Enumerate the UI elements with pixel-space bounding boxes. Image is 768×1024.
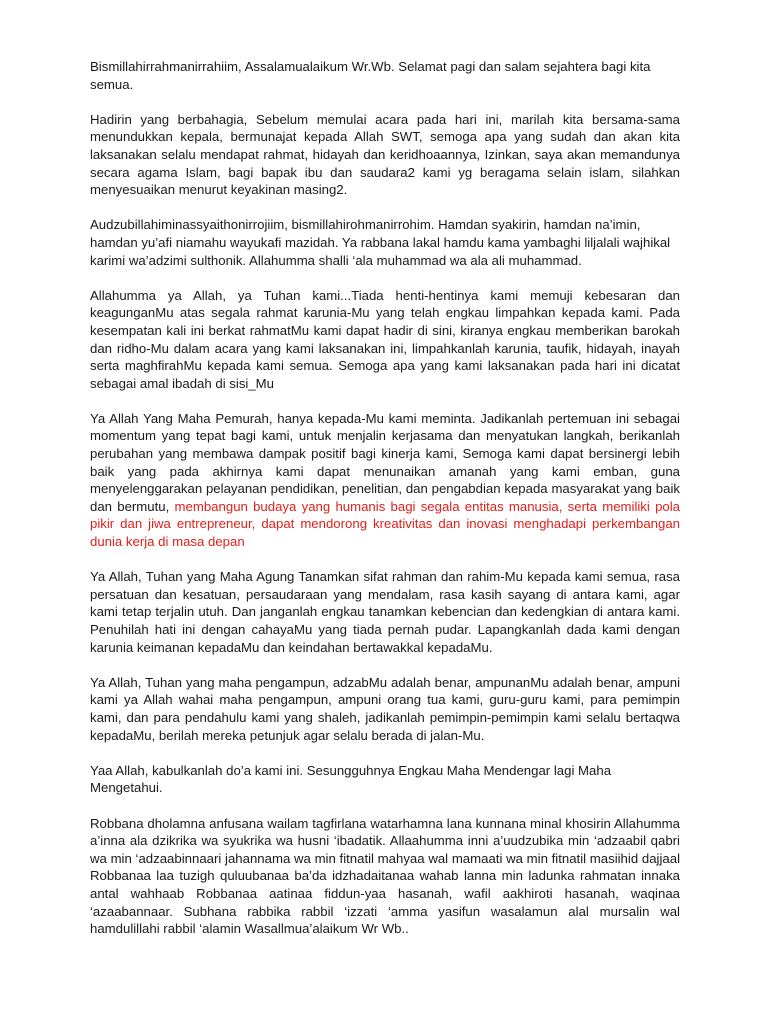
prayer-text: Allahumma ya Allah, ya Tuhan kami...Tiada henti-hentinya kami memuji kebesaran dan keagunganMu atas segala rahmat karunia-Mu yang telah engkau limpahkan kepada kami. Pada kesempatan kali ini berkat rahmatMu kami dapat hadir di sini, kiranya engkau memberikan barokah dan ridho-Mu dalam acara yang kami laksanakan ini, limpahkanlah karunia, taufik, hidayah, inayah serta maghfirahMu kepada kami semua. Semoga apa yang kami laksanakan pada hari ini dicatat sebagai amal ibadah di sisi_Mu xyxy=(90,287,680,391)
prayer-line: Sesungguhnya Engkau Maha Mendengar lagi Maha Mengetahui. xyxy=(90,762,612,796)
closing-line: Allahumma a’inna ala dzikrika wa syukrika wa husni ‘ibadatik. xyxy=(90,815,680,849)
document-page xyxy=(90,58,680,955)
prayer-text: Ya Allah Yang Maha Pemurah, hanya kepada-Mu kami meminta. Jadikanlah pertemuan ini sebagai momentum yang tepat bagi kami, untuk menjalin kerjasama dan menyatukan langkah, berikanlah perubahan yang membawa dampak positif bagi kinerja kami, Semoga kami dapat bersinergi lebih baik yang pada akhirnya kami dapat menunaikan amanah yang kami emban, guna menyelenggarakan pelayanan pendidikan, penelitian, dan pengabdian kepada masyarakat yang baik dan bermutu, xyxy=(90,410,680,514)
taawudz-paragraph xyxy=(90,216,680,269)
taawudz-line: Audzubillahiminassyaithonirrojiim, bismillahirohmanirrohim. xyxy=(90,217,435,233)
closing-line: Robbana dholamna anfusana wailam tagfirlana watarhamna lana kunnana minal khosirin xyxy=(90,815,611,831)
taawudz-line: Allahumma shalli ‘ala muhammad wa ala ali muhammad. xyxy=(249,252,582,268)
prayer-paragraph-1 xyxy=(90,287,680,393)
opening-body: Sebelum memulai acara pada hari ini, marilah kita bersama-sama menundukkan kepala, bermunajat kepada Allah SWT, semoga apa yang sudah dan akan kita laksanakan selalu mendapat rahmat, hidayah dan keridhoaannya, Izinkan, saya akan memandunya secara agama Islam, bagi bapak ibu dan saudara2 kami yg beragama selain islam, silahkan menyesuaikan menurut keyakinan masing2. xyxy=(90,111,680,198)
greeting-line: Selamat pagi dan salam sejahtera bagi kita semua. xyxy=(90,59,651,92)
prayer-text: Ya Allah, Tuhan yang Maha Agung Tanamkan sifat rahman dan rahim-Mu kepada kami semua, rasa persatuan dan kesatuan, persaudaraan yang mendalam, rasa kasih sayang di antara kami, agar kami tetap terjalin utuh. Dan janganlah engkau tanamkan kebencian dan kedengkian di antara kami. Penuhilah hati ini dengan cahayaMu yang tiada pernah pudar. Lapangkanlah dada kami dengan karunia keimanan kepadaMu dan keindahan bertawakkal kepadaMu. xyxy=(90,569,680,655)
taawudz-line: Hamdan syakirin, hamdan na’imin, hamdan yu’afi niamahu wayukafi mazidah. Ya rabbana lakal xyxy=(90,217,641,250)
prayer-paragraph-2 xyxy=(90,410,680,551)
closing-line: Subhana rabbika rabbil ‘izzati ‘amma yasifun wasalamun alal mursalin wal hamdulillahi rabbil ‘alamin xyxy=(90,903,680,937)
taawudz-line: hamdu kama yambaghi liljalali wajhikal karimi wa’adzimi sulthonik. xyxy=(90,234,671,268)
closing-line: Robbanaa laa tuzigh quluubanaa ba’da idzhadaitanaa wahab lanna min ladunka rahmatan innaka antal wahhaab Robbanaa aatinaa fiddun-yaa hasanah, wafil aakhiroti hasanah, waqinaa ‘azaabannaar. xyxy=(90,868,680,919)
prayer-text: Ya Allah, Tuhan yang maha pengampun, adzabMu adalah benar, ampunanMu adalah benar, ampuni kami ya Allah wahai maha pengampun, ampuni orang tua kami, guru-guru kami, para pemimpin kami, dan para pendahulu kami yang shaleh, jadikanlah pemimpin-pemimpin kami selalu bertaqwa kepadaMu, berilah mereka petunjuk agar selalu berada di jalan-Mu. xyxy=(90,674,680,743)
salutation: Hadirin yang berbahagia, xyxy=(90,111,248,127)
closing-prayer xyxy=(90,815,680,938)
prayer-paragraph-5 xyxy=(90,762,680,797)
prayer-line: Yaa Allah, kabulkanlah do’a kami ini. xyxy=(90,762,304,778)
greeting-line: Bismillahirrahmanirrahiim, Assalamualaikum Wr.Wb. xyxy=(90,59,395,74)
opening-paragraph xyxy=(90,111,680,199)
prayer-paragraph-3 xyxy=(90,568,680,656)
closing-line: Wasallmua’alaikum Wr Wb.. xyxy=(244,921,409,937)
closing-line: Allaahumma inni a’uudzubika min ‘adzaabil qabri wa min ‘adzaabinnaari jahannama wa min fitnatil mahyaa wal mamaati wa min fitnatil masiihid dajjaal xyxy=(90,833,680,866)
greeting xyxy=(90,58,680,93)
prayer-paragraph-4 xyxy=(90,674,680,744)
highlighted-prayer-text: membangun budaya yang humanis bagi segala entitas manusia, serta memiliki pola pikir dan jiwa entrepreneur, dapat mendorong kreativitas dan inovasi menghadapi perkembangan dunia kerja di masa depan xyxy=(90,498,680,550)
